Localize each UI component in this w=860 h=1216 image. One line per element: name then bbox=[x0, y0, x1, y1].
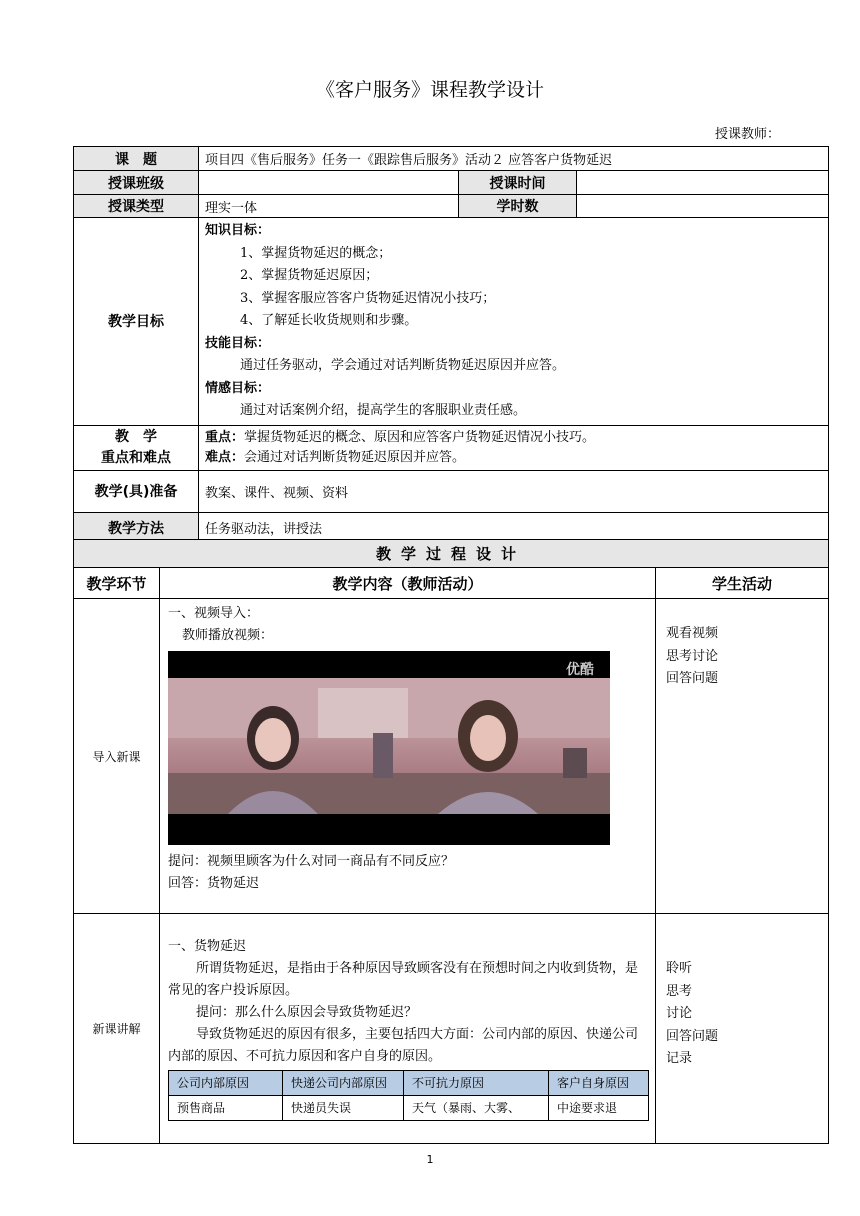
class-value bbox=[199, 171, 459, 195]
reason-cell: 天气（暴雨、大雾、 bbox=[404, 1096, 549, 1121]
student-activity-lecture bbox=[656, 914, 829, 1144]
key-difficulty-label bbox=[74, 425, 199, 470]
reason-header: 客户自身原因 bbox=[549, 1071, 649, 1096]
intro-answer: 回答：货物延迟 bbox=[168, 876, 260, 891]
emotion-heading: 情感目标： bbox=[205, 380, 271, 396]
class-label: 授课班级 bbox=[74, 171, 199, 195]
video-scene-illustration bbox=[168, 678, 610, 814]
key-point-text: 掌握货物延迟的概念、原因和应答客户货物延迟情况小技巧。 bbox=[244, 429, 596, 445]
hours-value bbox=[577, 195, 829, 218]
type-label: 授课类型 bbox=[74, 195, 199, 218]
skill-heading: 技能目标： bbox=[205, 335, 271, 351]
student-activity: 回答问题 bbox=[666, 1028, 719, 1044]
reason-cell: 中途要求退 bbox=[549, 1096, 649, 1121]
student-activity: 思考 bbox=[666, 983, 693, 999]
student-activity: 记录 bbox=[666, 1051, 693, 1066]
woman-left-face bbox=[255, 718, 291, 762]
lecture-content bbox=[160, 914, 656, 1144]
knowledge-heading: 知识目标： bbox=[205, 223, 271, 238]
intro-question: 提问：视频里顾客为什么对同一商品有不同反应？ bbox=[168, 854, 455, 869]
key-label-line1: 教 学 bbox=[115, 428, 157, 445]
emotion-text: 通过对话案例介绍，提高学生的客服职业责任感。 bbox=[240, 403, 527, 418]
topic-value: 项目四《售后服务》任务一《跟踪售后服务》活动２ 应答客户货物延迟 bbox=[199, 147, 829, 171]
reason-header: 不可抗力原因 bbox=[404, 1071, 549, 1096]
shelf bbox=[318, 688, 408, 738]
student-activity: 聆听 bbox=[666, 961, 693, 976]
prep-value: 教案、课件、视频、资料 bbox=[199, 470, 829, 512]
knowledge-item: 3、掌握客服应答客户货物延迟情况小技巧； bbox=[240, 290, 496, 306]
teacher-label: 授课教师： bbox=[714, 127, 780, 142]
reason-header: 公司内部原因 bbox=[169, 1071, 283, 1096]
knowledge-item: 2、掌握货物延迟原因； bbox=[240, 268, 379, 283]
document-title: 《客户服务》课程教学设计 bbox=[315, 79, 544, 101]
type-value: 理实一体 bbox=[199, 195, 459, 218]
prep-label: 教学(具)准备 bbox=[74, 470, 199, 512]
reason-cell: 预售商品 bbox=[169, 1096, 283, 1121]
key-label-line2: 重点和难点 bbox=[101, 449, 171, 466]
lecture-para2: 提问：那么什么原因会导致货物延迟？ bbox=[196, 1005, 418, 1020]
delay-reasons-table bbox=[168, 1070, 649, 1121]
woman-right-face bbox=[470, 715, 506, 761]
method-value: 任务驱动法，讲授法 bbox=[199, 512, 829, 543]
time-label: 授课时间 bbox=[459, 171, 577, 195]
video-frame bbox=[168, 678, 610, 814]
video-player[interactable] bbox=[168, 651, 610, 845]
knowledge-item: 4、了解延长收货规则和步骤。 bbox=[240, 313, 418, 328]
objectives-content bbox=[199, 218, 829, 426]
floor bbox=[168, 773, 610, 814]
video-logo: 优酷 bbox=[566, 662, 594, 678]
student-activity: 思考讨论 bbox=[666, 648, 719, 664]
hours-label: 学时数 bbox=[459, 195, 577, 218]
intro-text: 教师播放视频： bbox=[182, 628, 274, 643]
difficulty-text: 会通过对话判断货物延迟原因并应答。 bbox=[244, 449, 466, 465]
key-difficulty-content bbox=[199, 425, 829, 470]
lecture-heading: 一、货物延迟 bbox=[168, 939, 247, 954]
page-number: 1 bbox=[426, 1153, 434, 1166]
student-activity: 观看视频 bbox=[666, 626, 719, 641]
topic-label: 课 题 bbox=[74, 147, 199, 171]
teaching-process-table bbox=[73, 539, 829, 1144]
process-section-title: 教学过程设计 bbox=[74, 540, 829, 568]
reason-header: 快递公司内部原因 bbox=[283, 1071, 404, 1096]
key-point-label: 重点： bbox=[205, 429, 245, 445]
stage-intro: 导入新课 bbox=[74, 599, 160, 914]
objectives-label: 教学目标 bbox=[74, 218, 199, 426]
time-value bbox=[577, 171, 829, 195]
student-activity-intro bbox=[656, 599, 829, 914]
lecture-para3: 导致货物延迟的原因有很多，主要包括四大方面：公司内部的原因、快递公司内部的原因、不可抗力原因和客户自身的原因。 bbox=[168, 1027, 639, 1064]
knowledge-item: 1、掌握货物延迟的概念； bbox=[240, 245, 392, 261]
stage-lecture: 新课讲解 bbox=[74, 914, 160, 1144]
difficulty-label: 难点： bbox=[205, 449, 245, 465]
bg-person bbox=[373, 733, 393, 778]
col-student-header: 学生活动 bbox=[656, 568, 829, 599]
skill-text: 通过任务驱动，学会通过对话判断货物延迟原因并应答。 bbox=[240, 358, 566, 373]
course-info-table bbox=[73, 146, 829, 544]
student-activity: 回答问题 bbox=[666, 671, 719, 686]
col-stage-header: 教学环节 bbox=[74, 568, 160, 599]
student-activity: 讨论 bbox=[666, 1006, 693, 1021]
reason-cell: 快递员失误 bbox=[283, 1096, 404, 1121]
intro-heading: 一、视频导入： bbox=[168, 606, 260, 621]
intro-content bbox=[160, 599, 656, 914]
bg-person-right bbox=[563, 748, 587, 778]
lecture-para1: 所谓货物延迟，是指由于各种原因导致顾客没有在预想时间之内收到货物，是常见的客户投诉原因。 bbox=[168, 961, 639, 998]
method-label: 教学方法 bbox=[74, 512, 199, 543]
col-content-header: 教学内容（教师活动） bbox=[160, 568, 656, 599]
